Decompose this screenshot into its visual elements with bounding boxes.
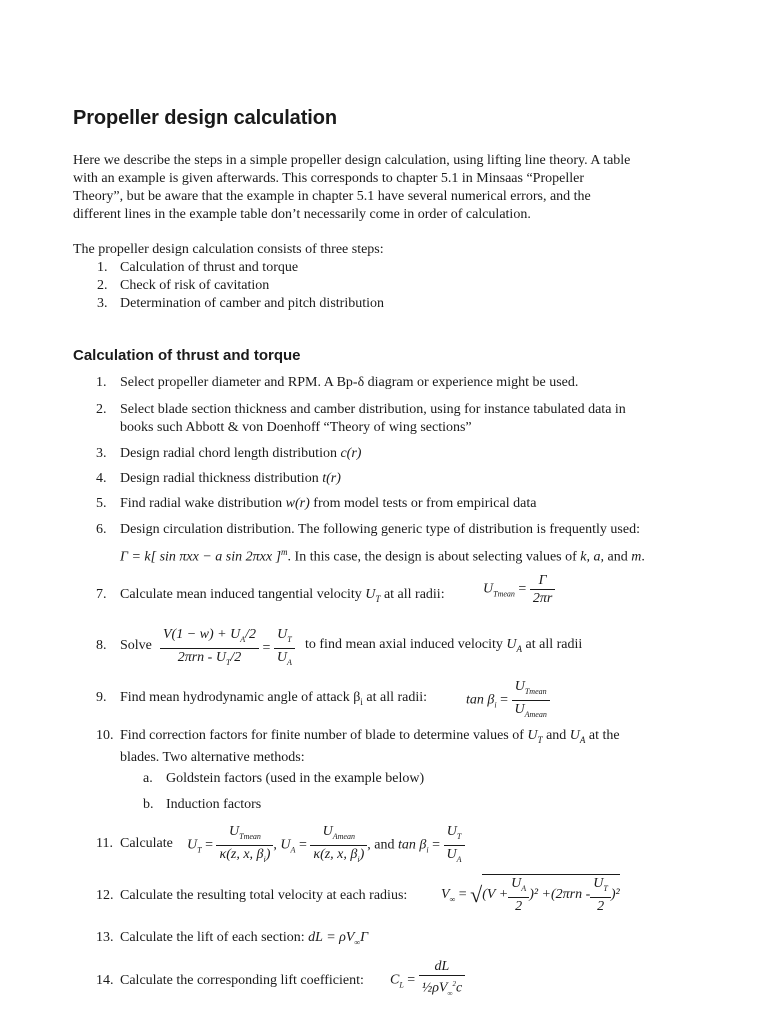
fraction-denominator (310, 846, 367, 868)
fraction-denominator: 2 (597, 898, 605, 914)
fraction-numerator (310, 823, 367, 846)
text-run: Find radial wake distribution (120, 496, 286, 511)
tangential-velocity-formula: $U_{Tmean}$ = $\frac{\Gamma}{2\pi r}$ (483, 572, 555, 607)
math-subscript: i (360, 696, 363, 707)
fraction-denominator: 2 (515, 898, 523, 914)
list-number: 4. (96, 471, 107, 486)
fraction-denominator: 2πr (532, 591, 553, 606)
list-text (120, 686, 685, 711)
list-number: 1. (96, 375, 107, 390)
list-number: 12. (96, 888, 114, 903)
math-subscript: i (426, 845, 429, 855)
fraction-denominator (160, 649, 259, 671)
intro-paragraph (73, 152, 703, 224)
fraction-denominator (444, 846, 465, 868)
math-run: U (277, 627, 288, 642)
math-subscript: A (579, 734, 586, 745)
math-run: U (322, 824, 333, 839)
intro-line: Here we describe the steps in a simple propeller design calculation, using lifting line theory. A table (73, 153, 631, 168)
text-run: to find mean axial induced velocity (305, 637, 507, 652)
list-text (120, 521, 685, 567)
math-symbol: V (441, 887, 450, 903)
list-text: Solve (120, 638, 152, 653)
list-text: Calculate the corresponding lift coefficient: (120, 973, 364, 988)
list-number: 11. (96, 836, 113, 851)
math-run: U (229, 824, 240, 839)
math-run: U (446, 846, 457, 862)
math-symbol: U (280, 837, 291, 853)
list-text: Goldstein factors (used in the example below) (166, 771, 425, 786)
math-subscript: A (516, 643, 523, 654)
intro-line: with an example is given afterwards. This corresponds to chapter 5.1 in Minsaas “Propeller (73, 171, 584, 186)
list-number: 5. (96, 496, 107, 511)
list-text (120, 495, 685, 513)
list-number: 10. (96, 728, 114, 743)
fraction (590, 875, 611, 915)
resultant-velocity-formula: $V_\infty = √(V$ + $\frac{U_A}{2}$ )² +(2πrn - $\frac{U_T}{2}$ )² (441, 876, 620, 914)
fraction (512, 678, 550, 723)
corrected-velocity-formulas: $U_T$ = $\frac{U_{Tmean}}{\kappa(z, x, \beta_i)}$ , $U_A$ = $\frac{U_{Amean}}{\kappa(z, x, \beta_i)}$ , and $\tan \beta_i$ = $\frac{U_T}{U_A}$ (187, 823, 465, 868)
fraction-numerator (512, 678, 550, 701)
text-run: Calculate mean induced tangential velocity (120, 587, 366, 602)
math-subscript: A (521, 883, 527, 893)
math-subscript: L (399, 980, 404, 990)
math-subscript: T (456, 831, 462, 841)
math-run: )² (610, 887, 620, 903)
math-run: c (455, 980, 463, 996)
text-run: from model tests or from empirical data (309, 496, 537, 511)
math-superscript: 2 (452, 980, 456, 988)
sqrt-sign: √ (470, 881, 483, 907)
math-run: /2 (230, 649, 242, 665)
math-subscript: Tmean (239, 831, 261, 841)
axial-velocity-equation: $\frac{V(1 - w) + U_A/2}{2\pi rn - U_T/2}$ = $\frac{U_T}{U_A}$ (160, 626, 295, 671)
text-run: Find mean hydrodynamic angle of attack β (120, 690, 361, 705)
circulation-formula: Γ = k[ sin πxx − a sin 2πxx ] (120, 549, 282, 565)
math-symbol: U (506, 637, 517, 652)
math-run: /2 (245, 627, 256, 642)
sqrt-body (482, 874, 619, 915)
list-item (73, 295, 384, 313)
fraction (444, 823, 465, 868)
list-text: Determination of camber and pitch distribution (120, 296, 384, 311)
math-subscript: Amean (524, 709, 547, 719)
math-run: ½ρV (421, 980, 448, 996)
list-text (120, 401, 685, 437)
list-text (120, 586, 685, 608)
fraction-numerator: Γ (530, 572, 555, 590)
text-run: . In this case, the design is about selecting values of (287, 549, 581, 565)
text-run: . (641, 549, 645, 565)
list-number: 14. (96, 973, 114, 988)
page-title: Propeller design calculation (73, 107, 337, 129)
fraction-numerator (160, 626, 259, 649)
steps-intro: The propeller design calculation consists of three steps: (73, 242, 384, 257)
math-symbol: tan β (466, 692, 495, 708)
math-run: κ(z, x, β (219, 846, 264, 862)
list-number: 7. (96, 587, 107, 602)
math-subscript: T (225, 657, 231, 667)
math-symbol: U (365, 587, 376, 602)
math-run: ) (265, 846, 271, 862)
list-text: Calculate (120, 836, 173, 851)
list-number: 13. (96, 930, 114, 945)
math-run: κ(z, x, β (313, 846, 358, 862)
math-symbol: k, a, (580, 549, 605, 565)
text-run: Calculate the lift of each section: (120, 930, 305, 945)
text-run: at all radii: (380, 587, 445, 602)
list-text (120, 470, 685, 488)
math-subscript: ∞ (449, 894, 456, 904)
fraction-denominator (512, 701, 550, 723)
list-text-line: Select blade section thickness and camber distribution, using for instance tabulated data in (120, 402, 626, 417)
math-subscript: T (197, 845, 202, 855)
math-symbol: U (527, 728, 538, 743)
list-text: Calculate the resulting total velocity at each radius: (120, 888, 408, 903)
list-number: 2. (96, 402, 107, 417)
math-symbol: tan β (398, 837, 427, 853)
text-run: Design radial chord length distribution (120, 446, 341, 461)
fraction (419, 958, 466, 1002)
list-text-line (120, 543, 685, 567)
math-run: U (514, 679, 525, 694)
fraction (216, 823, 273, 868)
math-subscript: A (287, 657, 292, 667)
math-symbol: w(r) (285, 496, 310, 511)
list-text-line: Design circulation distribution. The following generic type of distribution is frequently used: (120, 522, 640, 537)
math-run: U (511, 876, 522, 891)
text-run: Find correction factors for finite number of blade to determine values of (120, 728, 528, 743)
intro-line: Theory”, but be aware that the example in chapter 5.1 have several numerical errors, and the (73, 189, 591, 204)
list-item (73, 277, 384, 295)
list-text-line (120, 727, 685, 749)
math-subscript: A (456, 854, 462, 864)
math-symbol: U (187, 837, 198, 853)
fraction-denominator (216, 846, 273, 868)
math-subscript: T (287, 634, 292, 644)
math-subscript: ∞ (447, 989, 453, 998)
list-number: a. (143, 771, 153, 786)
math-run: )² +(2πrn - (529, 887, 591, 903)
intro-line: different lines in the example table don’t necessarily come in order of calculation. (73, 207, 531, 222)
math-run: 2πrn - U (177, 649, 226, 665)
math-symbol: m (631, 549, 642, 565)
math-subscript: Amean (332, 831, 355, 841)
text-run: at the (585, 728, 620, 743)
list-text: Induction factors (166, 797, 262, 812)
text-run: Design radial thickness distribution (120, 471, 323, 486)
list-text (120, 929, 685, 952)
list-text: Select propeller diameter and RPM. A Bp-δ diagram or experience might be used. (120, 375, 579, 390)
list-number: 3. (97, 296, 108, 311)
math-subscript: A (240, 634, 246, 644)
math-subscript: ∞ (354, 937, 361, 947)
math-subscript: T (537, 734, 543, 745)
math-subscript: i (263, 854, 266, 864)
fraction (508, 875, 529, 915)
list-number: 2. (97, 278, 108, 293)
lift-formula: dL = ρV (308, 930, 355, 945)
list-number: 9. (96, 690, 107, 705)
math-symbol: C (390, 972, 400, 988)
list-text (120, 445, 685, 463)
math-run: V(1 − w) + U (163, 627, 241, 642)
math-subscript: T (603, 883, 608, 893)
math-run: (V + (482, 887, 509, 903)
math-subscript: i (494, 700, 497, 710)
list-text (120, 727, 685, 767)
math-subscript: i (357, 854, 360, 864)
list-number: 1. (97, 260, 108, 275)
math-symbol: U (483, 581, 494, 597)
fraction (310, 823, 367, 868)
math-subscript: T (375, 593, 381, 604)
math-subscript: A (290, 845, 296, 855)
text-run: at all radii: (362, 690, 428, 705)
math-subscript: Tmean (524, 686, 547, 696)
math-subscript: Tmean (493, 589, 515, 599)
math-run: U (514, 701, 525, 717)
fraction (274, 626, 295, 671)
fraction-denominator (274, 649, 295, 671)
fraction-numerator (216, 823, 273, 846)
fraction-numerator (274, 626, 295, 649)
list-number: 8. (96, 638, 107, 653)
list-text-line: books such Abbott & von Doenhoff “Theory of wing sections” (120, 420, 472, 435)
fraction (160, 626, 259, 671)
text-run: and (542, 728, 570, 743)
math-run: Γ (360, 930, 369, 945)
list-text-line: blades. Two alternative methods: (120, 749, 305, 765)
list-number: b. (143, 797, 154, 812)
fraction-numerator (444, 823, 465, 846)
formula-exponent: m (281, 547, 288, 557)
list-number: 6. (96, 522, 107, 537)
list-item (73, 259, 384, 277)
fraction-numerator: dL (419, 958, 466, 976)
steps-list (73, 259, 384, 313)
math-run: ) (359, 846, 365, 862)
text-run: and (604, 549, 632, 565)
math-symbol: t(r) (322, 471, 341, 486)
fraction (530, 572, 555, 607)
math-symbol: c(r) (340, 446, 362, 461)
list-text (305, 637, 582, 654)
text-run: at all radii (522, 637, 583, 652)
fraction-numerator (590, 875, 611, 898)
list-text: Calculation of thrust and torque (120, 260, 299, 275)
fraction-denominator (419, 976, 466, 1002)
math-symbol: U (569, 728, 580, 743)
lift-coefficient-formula: $C_L$ = $\frac{dL}{\frac{1}{2}\rho V_\infty^2c}$ (390, 958, 465, 1002)
fraction-numerator (508, 875, 529, 898)
list-number: 3. (96, 446, 107, 461)
list-text: Check of risk of cavitation (120, 278, 270, 293)
attack-angle-formula: $\tan \beta_i$ = $\frac{U_{Tmean}}{U_{Amean}}$ (466, 678, 550, 723)
math-run: U (276, 649, 288, 665)
section-heading: Calculation of thrust and torque (73, 347, 301, 364)
math-run: U (446, 824, 457, 839)
math-run: U (593, 876, 604, 891)
text-run: , and (367, 837, 395, 853)
